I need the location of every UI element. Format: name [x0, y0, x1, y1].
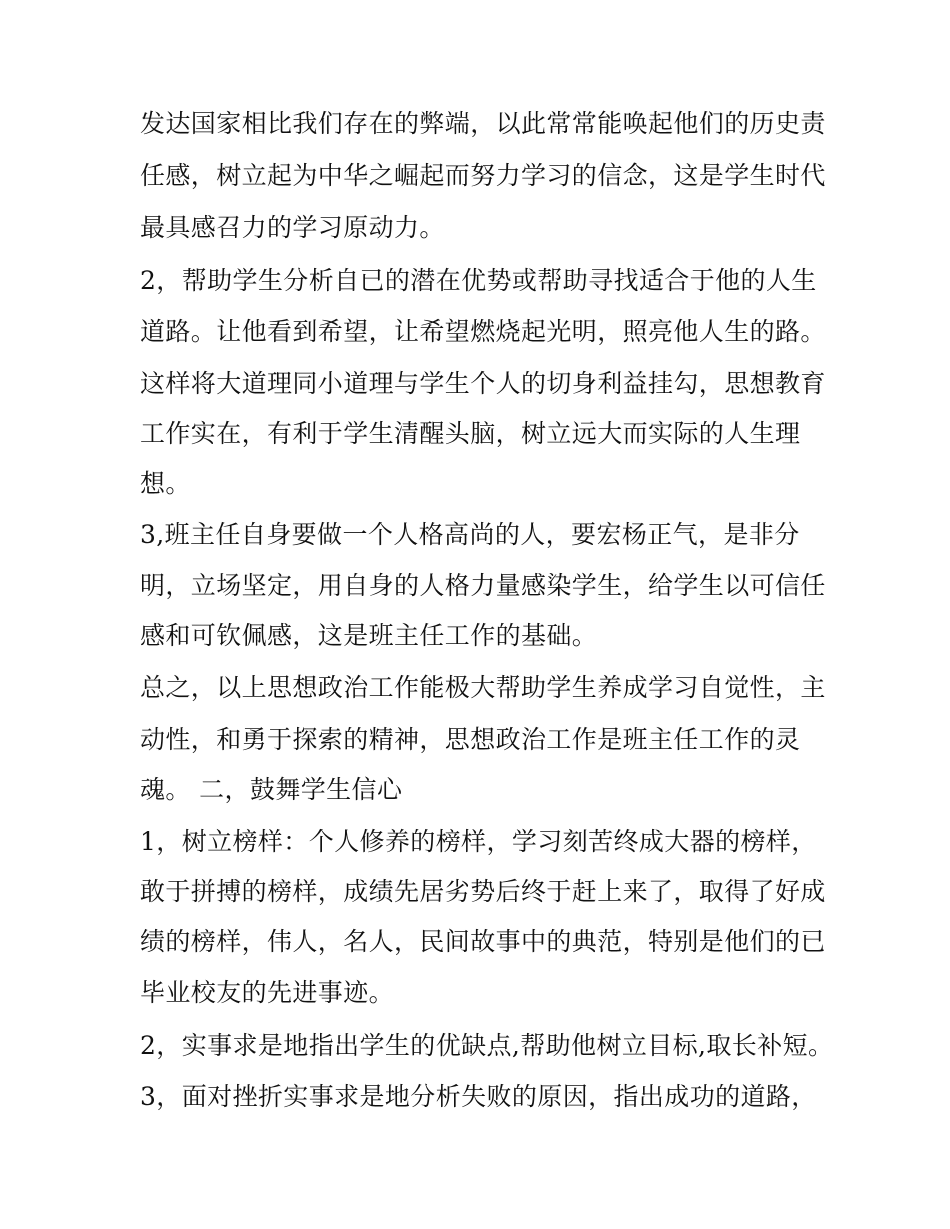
text-line-17: 绩的榜样，伟人，名人，民间故事中的典范，特别是他们的已 — [140, 927, 826, 956]
text-line-1: 发达国家相比我们存在的弊端，以此常常能唤起他们的历史责 — [140, 109, 826, 138]
text-line-6: 这样将大道理同小道理与学生个人的切身利益挂勾，思想教育 — [140, 369, 826, 398]
text-line-9: 3,班主任自身要做一个人格高尚的人，要宏杨正气，是非分 — [140, 520, 800, 549]
text-line-15: 1，树立榜样：个人修养的榜样，学习刻苦终成大器的榜样， — [140, 827, 817, 856]
text-line-11: 感和可钦佩感，这是班主任工作的基础。 — [140, 621, 598, 650]
text-line-4: 2，帮助学生分析自已的潜在优势或帮助寻找适合于他的人生 — [140, 266, 817, 295]
text-line-3: 最具感召力的学习原动力。 — [140, 213, 445, 242]
text-line-20: 3，面对挫折实事求是地分析失败的原因，指出成功的道路， — [140, 1082, 817, 1111]
text-line-8: 想。 — [140, 469, 191, 498]
text-line-19: 2，实事求是地指出学生的优缺点,帮助他树立目标,取长补短。 — [140, 1031, 834, 1060]
text-line-12: 总之，以上思想政治工作能极大帮助学生养成学习自觉性，主 — [140, 673, 826, 702]
text-line-18: 毕业校友的先进事迹。 — [140, 978, 395, 1007]
text-line-5: 道路。让他看到希望，让希望燃烧起光明，照亮他人生的路。 — [140, 317, 826, 346]
text-line-14: 魂。 二，鼓舞学生信心 — [140, 775, 403, 804]
text-line-16: 敢于拼搏的榜样，成绩先居劣势后终于赶上来了，取得了好成 — [140, 877, 826, 906]
text-line-10: 明，立场坚定，用自身的人格力量感染学生，给学生以可信任 — [140, 571, 826, 600]
text-line-7: 工作实在，有利于学生清醒头脑，树立远大而实际的人生理 — [140, 419, 801, 448]
text-line-2: 任感，树立起为中华之崛起而努力学习的信念，这是学生时代 — [140, 161, 826, 190]
text-line-13: 动性，和勇于探索的精神，思想政治工作是班主任工作的灵 — [140, 725, 801, 754]
